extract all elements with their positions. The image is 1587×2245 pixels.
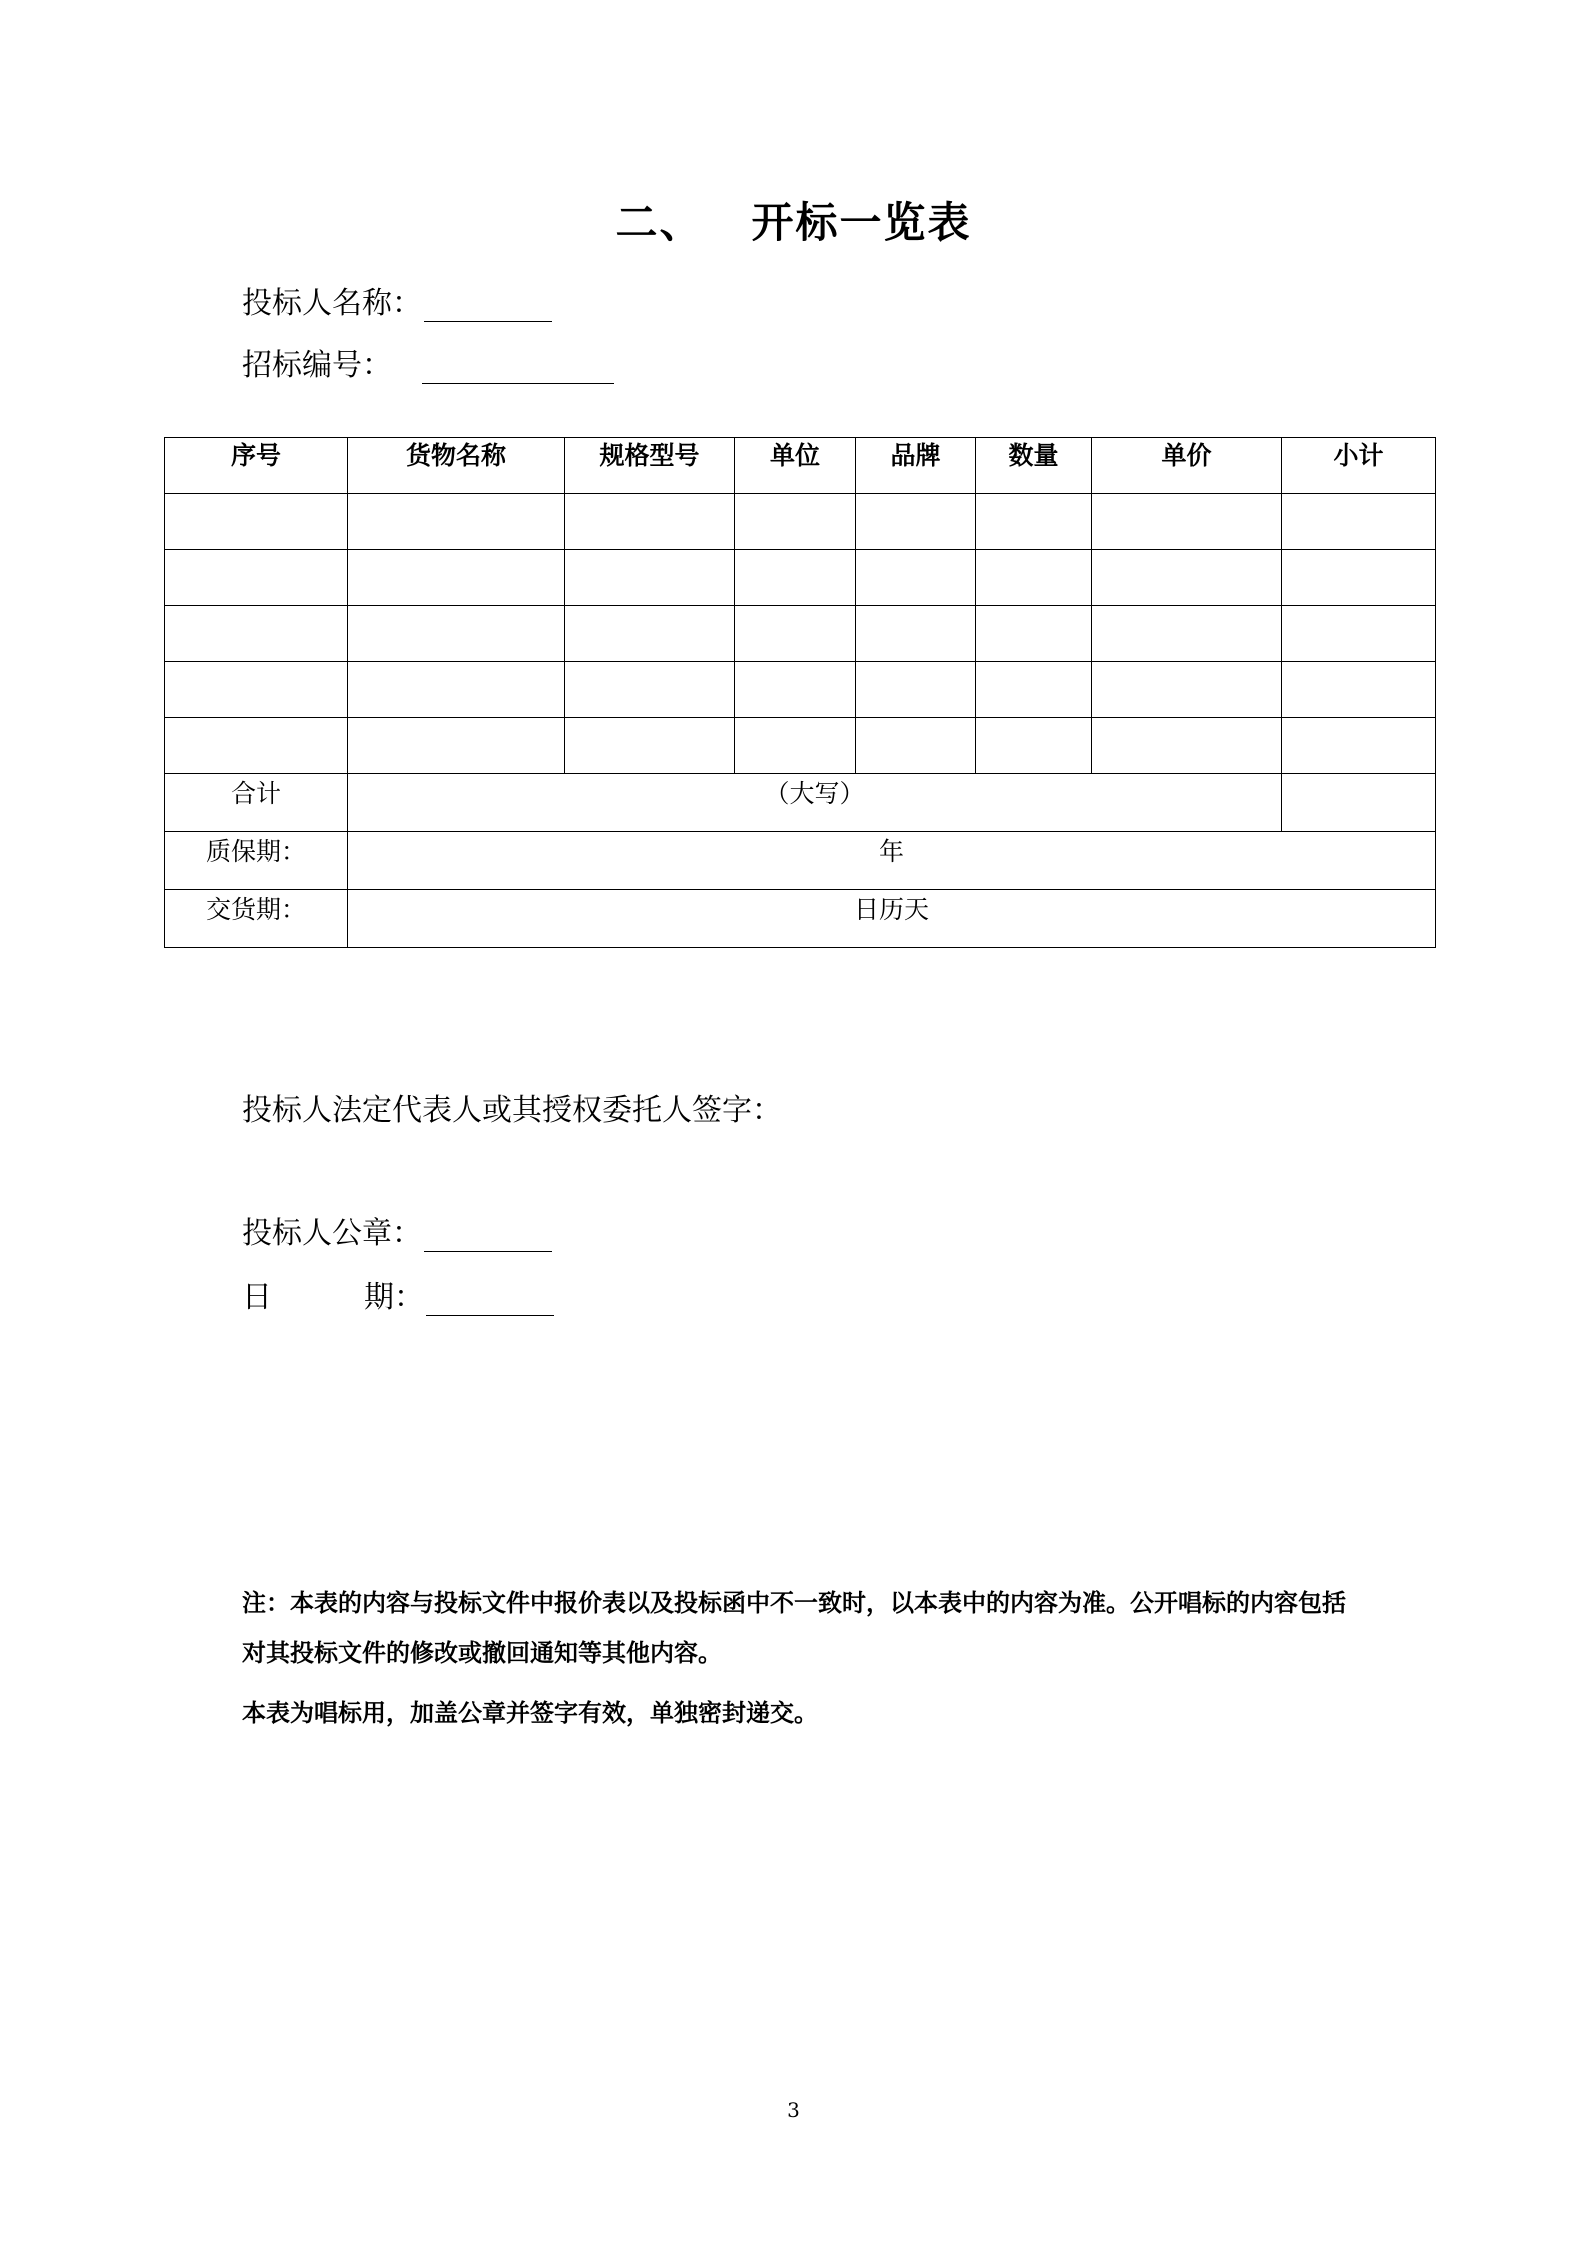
table-cell[interactable] bbox=[1282, 606, 1436, 662]
table-cell[interactable] bbox=[1282, 494, 1436, 550]
date-label-first: 日 bbox=[242, 1280, 272, 1315]
table-cell[interactable] bbox=[735, 606, 856, 662]
total-row bbox=[165, 774, 1436, 832]
date-label-second: 期： bbox=[364, 1280, 424, 1315]
date-field bbox=[242, 1272, 554, 1316]
table-row bbox=[165, 550, 1436, 606]
bidder-name-field bbox=[242, 278, 552, 322]
table-cell[interactable] bbox=[976, 606, 1092, 662]
header-cell: 规格型号 bbox=[565, 438, 735, 494]
table-cell[interactable] bbox=[1092, 662, 1282, 718]
total-amount-cell[interactable] bbox=[1282, 774, 1436, 832]
note-paragraph bbox=[242, 1578, 1362, 1678]
table-cell[interactable] bbox=[976, 494, 1092, 550]
representative-signature-label: 投标人法定代表人或其授权委托人签字： bbox=[242, 1093, 782, 1128]
table-cell[interactable] bbox=[1282, 718, 1436, 774]
table-cell[interactable] bbox=[348, 550, 565, 606]
title-text: 开标一览表 bbox=[751, 198, 972, 247]
table-cell[interactable] bbox=[1092, 550, 1282, 606]
bidder-name-label: 投标人名称： bbox=[242, 286, 422, 321]
tender-number-label: 招标编号： bbox=[242, 348, 392, 383]
title-number: 二、 bbox=[615, 198, 704, 247]
total-label: 合计 bbox=[165, 774, 348, 832]
bidder-seal-field bbox=[242, 1208, 552, 1252]
warranty-row bbox=[165, 832, 1436, 890]
total-uppercase-cell[interactable]: （大写） bbox=[348, 774, 1282, 832]
bidder-name-blank[interactable] bbox=[424, 291, 552, 322]
table-cell[interactable] bbox=[348, 662, 565, 718]
table-cell[interactable] bbox=[565, 662, 735, 718]
table-cell[interactable] bbox=[565, 550, 735, 606]
warranty-value-cell[interactable]: 年 bbox=[348, 832, 1436, 890]
table-cell[interactable] bbox=[565, 718, 735, 774]
bidder-seal-blank[interactable] bbox=[424, 1221, 552, 1252]
delivery-value-cell[interactable]: 日历天 bbox=[348, 890, 1436, 948]
table-cell[interactable] bbox=[165, 494, 348, 550]
table-cell[interactable] bbox=[976, 718, 1092, 774]
table-row bbox=[165, 718, 1436, 774]
table-cell[interactable] bbox=[1282, 662, 1436, 718]
table-cell[interactable] bbox=[165, 606, 348, 662]
warranty-label: 质保期： bbox=[165, 832, 348, 890]
page-title bbox=[0, 190, 1587, 250]
table-header-row bbox=[165, 438, 1436, 494]
date-blank[interactable] bbox=[426, 1285, 554, 1316]
table-row bbox=[165, 494, 1436, 550]
table-cell[interactable] bbox=[565, 606, 735, 662]
table-cell[interactable] bbox=[856, 606, 976, 662]
table-row bbox=[165, 662, 1436, 718]
table-cell[interactable] bbox=[348, 606, 565, 662]
table-cell[interactable] bbox=[735, 550, 856, 606]
header-cell: 单价 bbox=[1092, 438, 1282, 494]
table-cell[interactable] bbox=[1092, 718, 1282, 774]
table-cell[interactable] bbox=[565, 494, 735, 550]
table-cell[interactable] bbox=[1092, 606, 1282, 662]
header-cell: 单位 bbox=[735, 438, 856, 494]
table-cell[interactable] bbox=[348, 494, 565, 550]
table-cell[interactable] bbox=[856, 662, 976, 718]
table-cell[interactable] bbox=[1282, 550, 1436, 606]
table-cell[interactable] bbox=[856, 718, 976, 774]
table-row bbox=[165, 606, 1436, 662]
note-paragraph-seal bbox=[242, 1688, 1362, 1738]
bidder-seal-label: 投标人公章： bbox=[242, 1216, 422, 1251]
tender-number-blank[interactable] bbox=[422, 353, 614, 384]
header-cell: 数量 bbox=[976, 438, 1092, 494]
header-cell: 小计 bbox=[1282, 438, 1436, 494]
delivery-row bbox=[165, 890, 1436, 948]
header-cell: 货物名称 bbox=[348, 438, 565, 494]
note-text-seal: 本表为唱标用，加盖公章并签字有效，单独密封递交。 bbox=[242, 1698, 818, 1727]
table-cell[interactable] bbox=[165, 550, 348, 606]
table-cell[interactable] bbox=[735, 662, 856, 718]
table-cell[interactable] bbox=[735, 494, 856, 550]
table-cell[interactable] bbox=[1092, 494, 1282, 550]
table-cell[interactable] bbox=[348, 718, 565, 774]
note-text: 注：本表的内容与投标文件中报价表以及投标函中不一致时，以本表中的内容为准。公开唱标的内容包括对其投标文件的修改或撤回通知等其他内容。 bbox=[242, 1588, 1346, 1667]
table-cell[interactable] bbox=[856, 550, 976, 606]
table-cell[interactable] bbox=[165, 718, 348, 774]
header-cell: 品牌 bbox=[856, 438, 976, 494]
table-cell[interactable] bbox=[165, 662, 348, 718]
bid-summary-table bbox=[164, 437, 1436, 948]
table-cell[interactable] bbox=[976, 550, 1092, 606]
table-cell[interactable] bbox=[856, 494, 976, 550]
table-cell[interactable] bbox=[976, 662, 1092, 718]
page-number: 3 bbox=[787, 2098, 800, 2122]
tender-number-field bbox=[242, 340, 614, 384]
header-cell: 序号 bbox=[165, 438, 348, 494]
table-cell[interactable] bbox=[735, 718, 856, 774]
delivery-label: 交货期： bbox=[165, 890, 348, 948]
